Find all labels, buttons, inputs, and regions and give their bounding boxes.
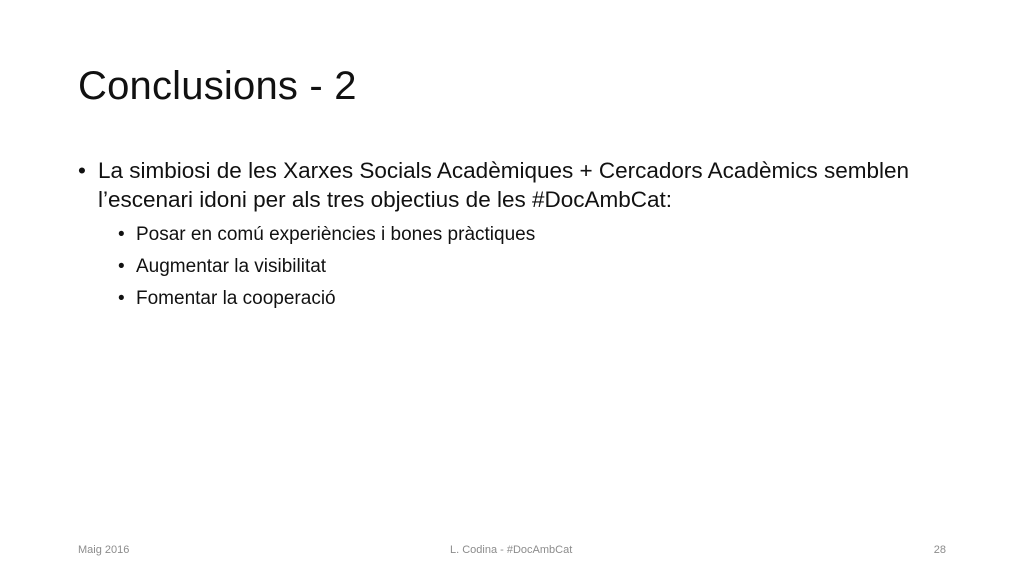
- sub-bullet-text: Fomentar la cooperació: [136, 288, 336, 309]
- sub-bullet-text: Augmentar la visibilitat: [136, 256, 327, 277]
- bullet-icon: •: [78, 158, 86, 183]
- sub-bullet-point: [118, 251, 968, 283]
- slide-body: [78, 156, 968, 315]
- bullet-icon: •: [118, 288, 125, 309]
- sub-bullet-point: [118, 283, 968, 315]
- bullet-point-text: La simbiosi de les Xarxes Socials Acadèmiques + Cercadors Acadèmics semblen l’escenari idoni per als tres objectius de les #DocAmbCat:: [98, 158, 910, 212]
- sub-bullet-list: [98, 219, 968, 315]
- bullet-icon: •: [118, 224, 125, 245]
- bullet-point: [78, 156, 968, 315]
- footer-author: L. Codina - #DocAmbCat: [450, 544, 573, 556]
- bullet-list: [78, 156, 968, 315]
- sub-bullet-point: [118, 219, 968, 251]
- slide-title: Conclusions - 2: [78, 64, 357, 108]
- footer-date: Maig 2016: [78, 544, 130, 556]
- slide-number: 28: [933, 544, 946, 556]
- sub-bullet-text: Posar en comú experiències i bones pràctiques: [136, 224, 536, 245]
- bullet-icon: •: [118, 256, 125, 277]
